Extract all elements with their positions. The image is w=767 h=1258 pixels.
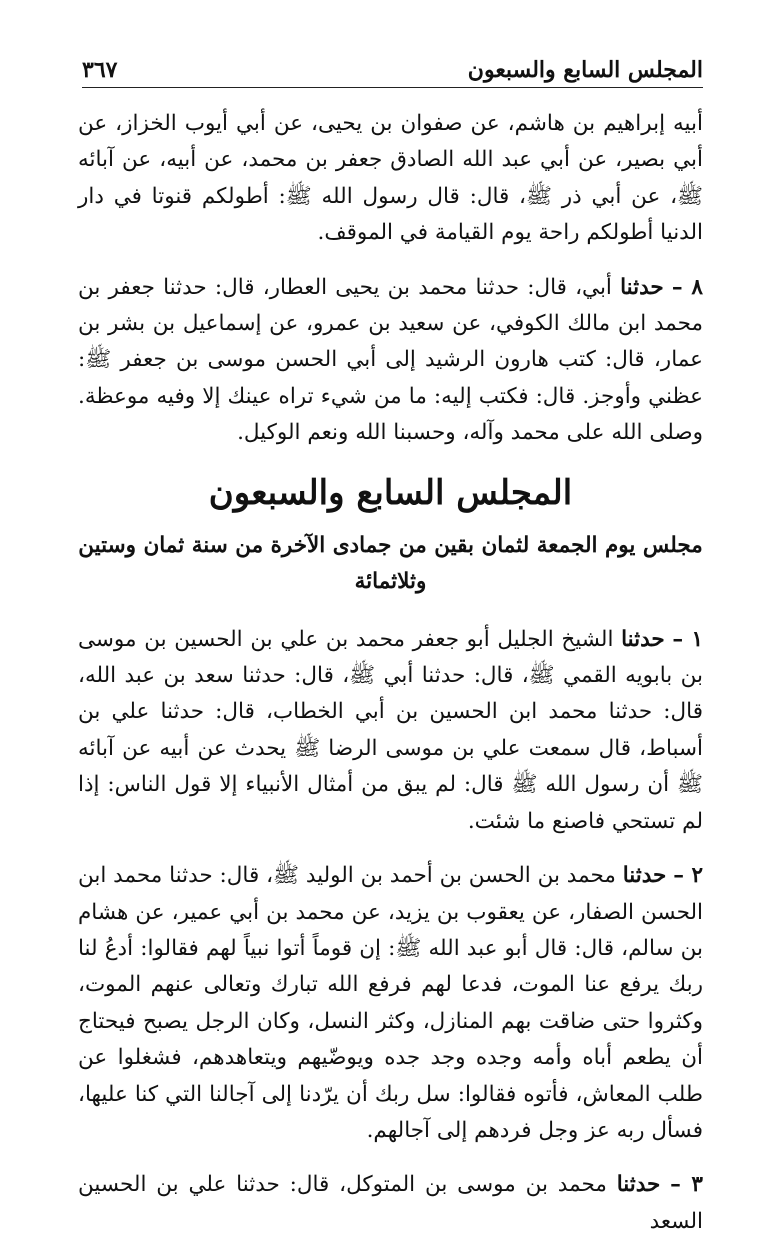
hadith-text: محمد بن الحسن بن أحمد بن الوليد ﷺ، قال: حدثنا محمد ابن الحسن الصفار، عن يعقوب بن يزيد، عن محمد بن أبي عمير، عن هشام بن سالم، قال: قال أبو عبد الله ﷺ: إن قوماً أتوا نبياً لهم فقالوا: أدعُ لنا ربك يرفع عنا الموت، فدعا لهم فرفع الله تبارك وتعالى عنهم الموت، وكثروا حتى ضاقت بهم المنازل، وكثر النسل، وكان الرجل يصبح فيحتاج أن يطعم أباه وأمه وجده وجد جده ويوضّيهم ويتعاهدهم، فشغلوا عن طلب المعاش، فأتوه فقالوا: سل ربك أن يرّدنا إلى آجالنا التي كنا عليها، فسأل ربه عز وجل فردهم إلى آجالهم.: [78, 863, 703, 1143]
paragraph-text: أبيه إبراهيم بن هاشم، عن صفوان بن يحيى، عن أبي أيوب الخزاز، عن أبي بصير، عن أبي عبد الله الصادق جعفر بن محمد، عن أبيه، عن آبائه ﷺ، عن أبي ذر ﷺ، قال: قال رسول الله ﷺ: أطولكم قنوتا في دار الدنيا أطولكم راحة يوم القيامة في الموقف.: [78, 111, 703, 246]
hadith-text: محمد بن موسى بن المتوكل، قال: حدثنا علي بن الحسين السعد: [78, 1172, 703, 1234]
page-body: [78, 106, 703, 1258]
hadith-number: ١ –: [672, 626, 703, 652]
hadith-lead: حدثنا: [622, 863, 667, 889]
hadith-number: ٢ –: [673, 863, 703, 889]
hadith-lead: حدثنا: [620, 274, 664, 300]
section-subheading: مجلس يوم الجمعة لثمان بقين من جمادى الآخرة من سنة ثمان وستين وثلاثمائة: [78, 532, 703, 594]
hadith-2: [78, 858, 703, 1149]
hadith-8: [78, 270, 703, 452]
hadith-text: الشيخ الجليل أبو جعفر محمد بن علي بن الحسين بن موسى بن بابويه القمي ﷺ، قال: حدثنا أبي ﷺ، قال: حدثنا سعد بن عبد الله، قال: حدثنا محمد ابن الحسين بن أبي الخطاب، قال: حدثنا علي بن أسباط، قال سمعت علي بن موسى الرضا ﷺ يحدث عن أبيه عن آبائه ﷺ أن رسول الله ﷺ قال: لم يبق من أمثال الأنبياء إلا قول الناس: إذا لم تستحي فاصنع ما شئت.: [78, 626, 703, 834]
hadith-text: أبي، قال: حدثنا محمد بن يحيى العطار، قال: حدثنا جعفر بن محمد ابن مالك الكوفي، عن سعيد بن عمرو، عن إسماعيل بن بشر بن عمار، قال: كتب هارون الرشيد إلى أبي الحسن موسى بن جعفر ﷺ: عظني وأوجز. قال: فكتب إليه: ما من شيء تراه عينك إلا وفيه موعظة. وصلى الله على محمد وآله، وحسبنا الله ونعم الوكيل.: [78, 274, 703, 446]
hadith-3: [78, 1167, 703, 1240]
hadith-lead: حدثنا: [616, 1172, 661, 1198]
running-header: [82, 54, 703, 88]
hadith-number: ٣ –: [670, 1172, 703, 1198]
continuation-paragraph: [78, 106, 703, 252]
section-heading: المجلس السابع والسبعون: [208, 472, 573, 513]
hadith-1: [78, 622, 703, 840]
hadith-lead: حدثنا: [621, 626, 665, 652]
page-number: ٣٦٧: [82, 57, 118, 83]
hadith-number: ٨ –: [671, 274, 703, 300]
running-title: المجلس السابع والسبعون: [467, 57, 703, 83]
